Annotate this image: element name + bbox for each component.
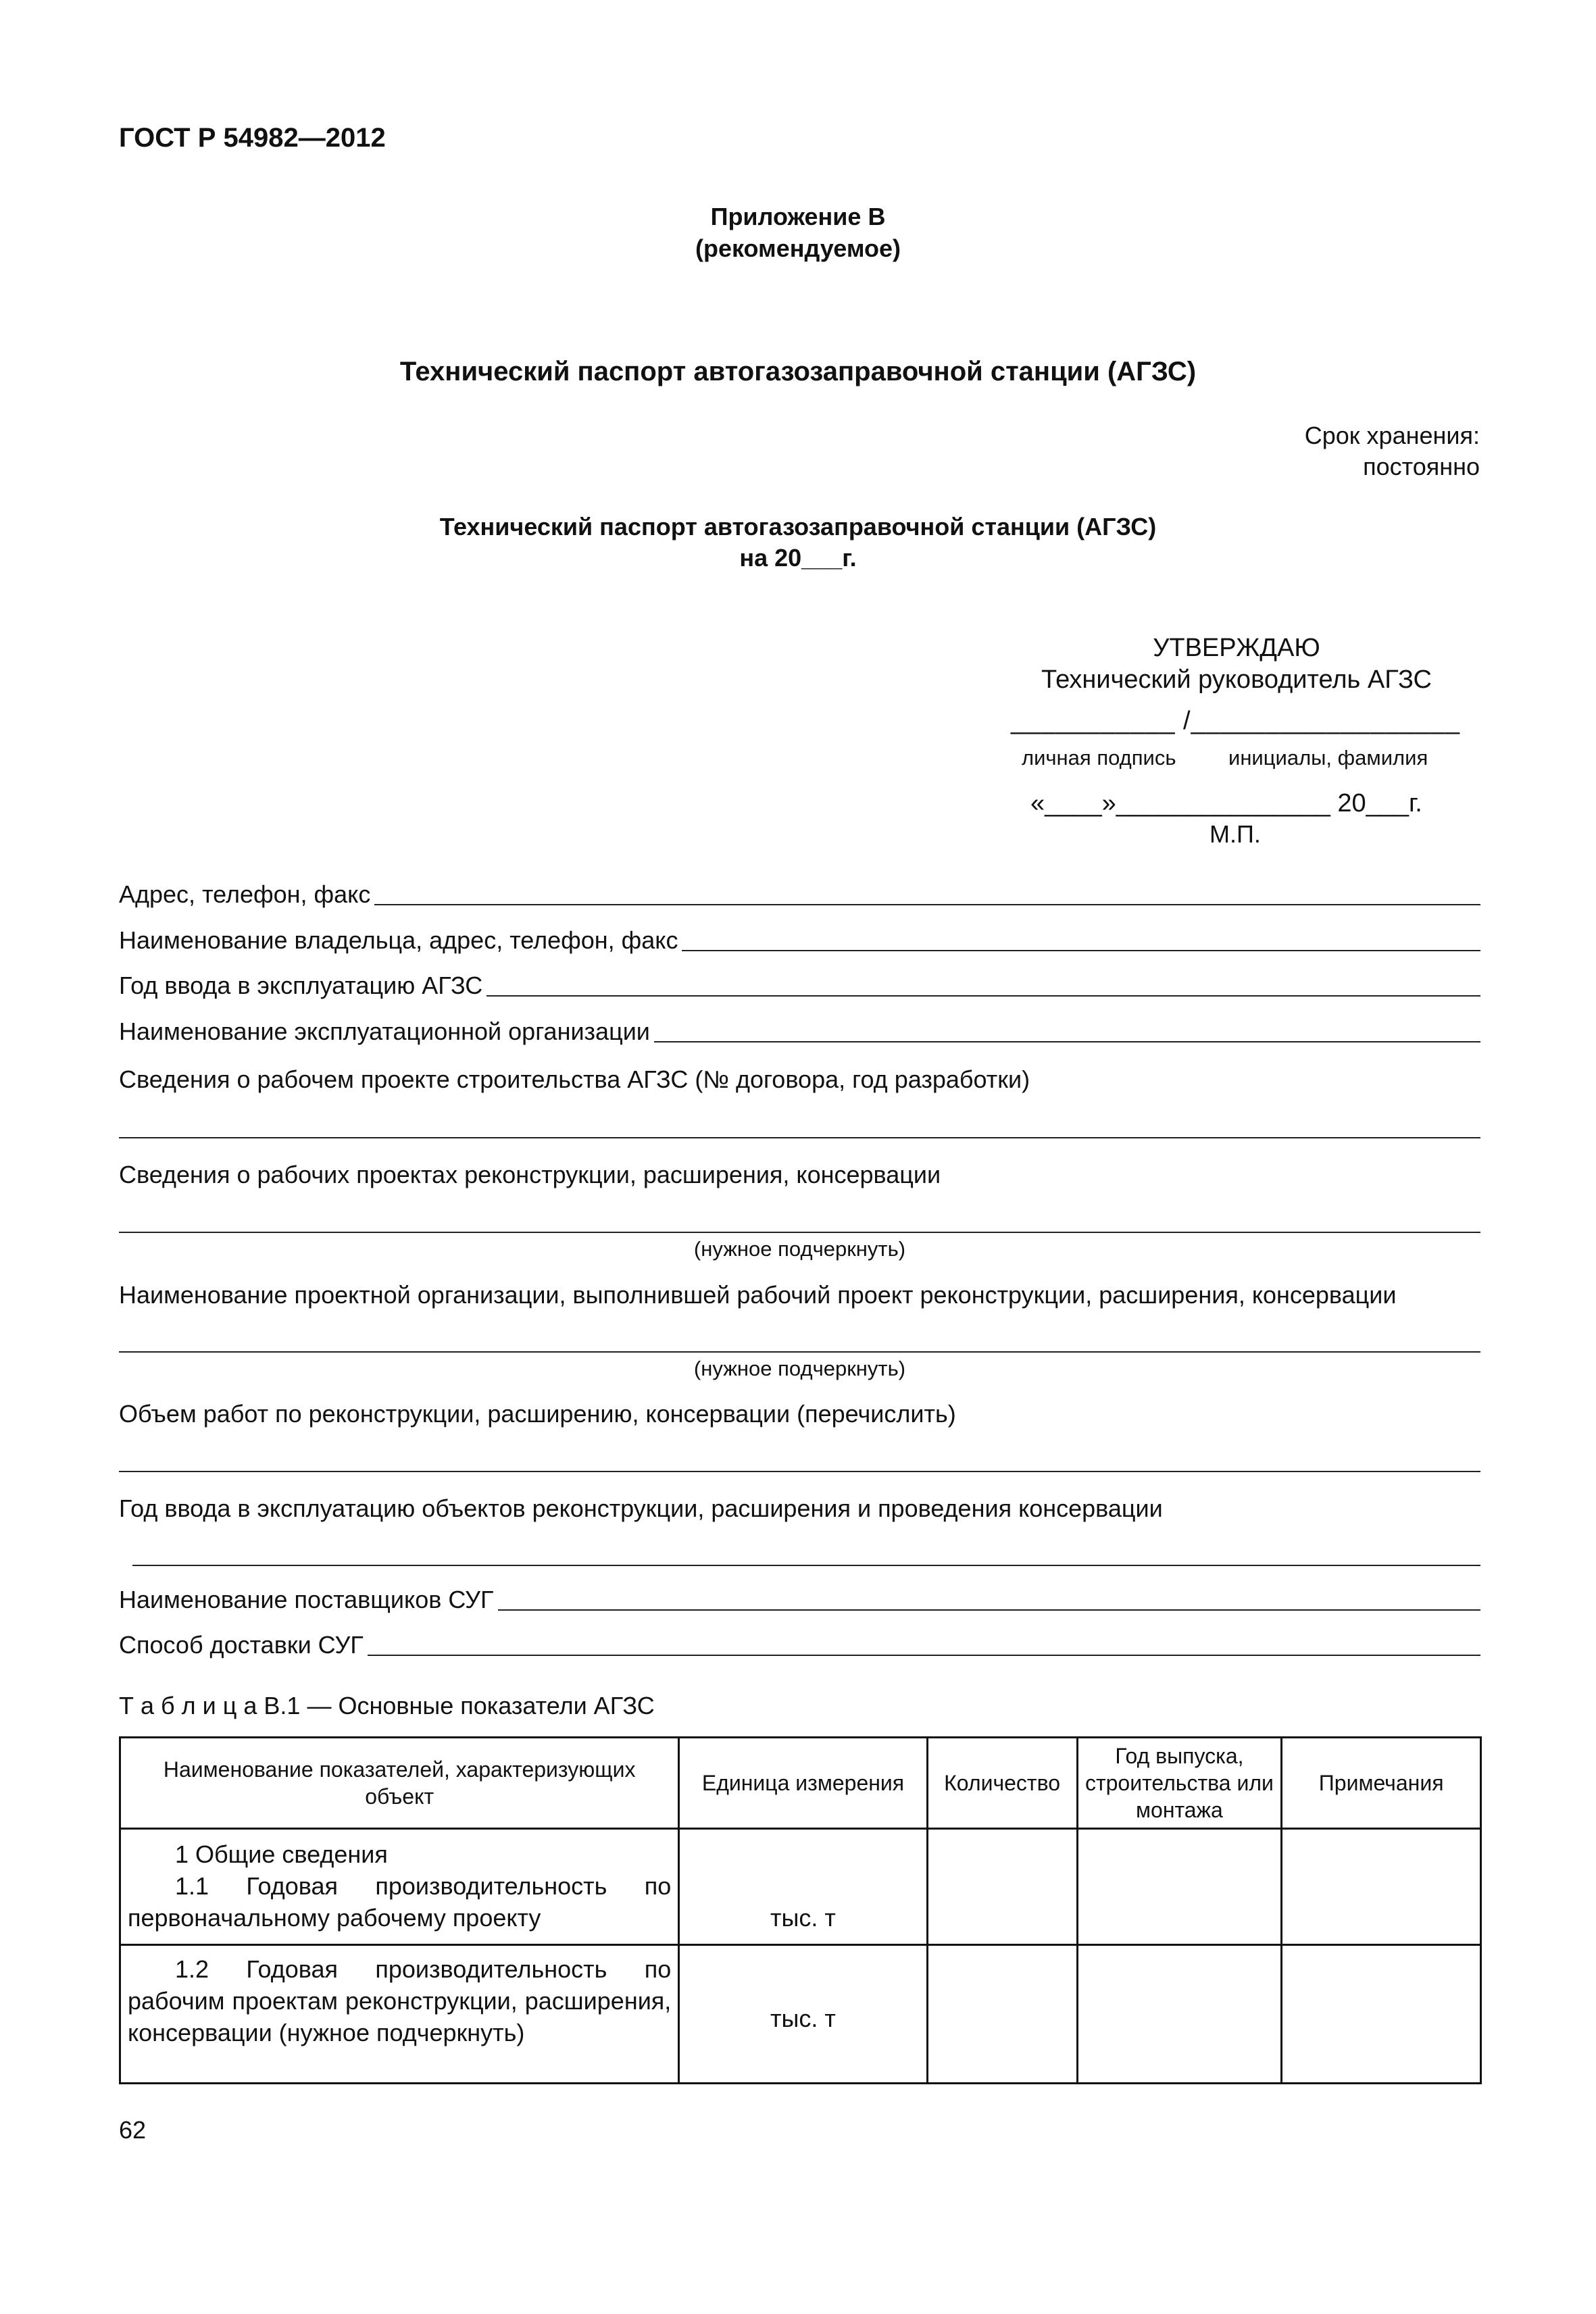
address-label: Адрес, телефон, факс (119, 880, 371, 908)
row-notes-cell[interactable] (1282, 1829, 1481, 1945)
header-notes: Примечания (1282, 1738, 1481, 1829)
project-info-blank[interactable] (119, 1137, 1480, 1138)
signature-label: личная подпись (1022, 746, 1176, 770)
row-name-cell (120, 1829, 679, 1945)
appendix-title: Приложение В (710, 203, 886, 230)
table-header-row (120, 1738, 1481, 1829)
underline-note: (нужное подчеркнуть) (693, 1237, 906, 1261)
main-title: Технический паспорт автогазозаправочной станции (АГЗС) (399, 357, 1197, 386)
owner-label: Наименование владельца, адрес, телефон, факс (119, 926, 678, 954)
table-caption: Т а б л и ц а В.1 — Основные показатели АГЗС (119, 1692, 655, 1719)
row-unit: тыс. т (679, 1829, 927, 1945)
address-field[interactable] (119, 880, 1480, 909)
operator-label: Наименование эксплуатационной организации (119, 1017, 650, 1045)
row-year-cell[interactable] (1077, 1829, 1282, 1945)
owner-field[interactable] (119, 926, 1480, 955)
header-unit: Единица измерения (679, 1738, 927, 1829)
header-year: Год выпуска, строительства или монтажа (1077, 1738, 1282, 1829)
signature-line: ___________ /__________________ (1011, 707, 1460, 735)
table-row (120, 1829, 1481, 1945)
reconstruction-projects-blank[interactable] (119, 1232, 1480, 1233)
row-year-cell[interactable] (1077, 1945, 1282, 2084)
storage-term-value: постоянно (1363, 453, 1480, 480)
commission-year-blank[interactable] (487, 995, 1480, 997)
passport-title: Технический паспорт автогазозаправочной станции (АГЗС) (439, 513, 1157, 540)
reconstruction-year-label: Год ввода в эксплуатацию объектов реконструкции, расширения и проведения консервации (119, 1494, 1163, 1522)
delivery-field[interactable] (119, 1630, 1480, 1660)
appendix-subtitle: (рекомендуемое) (695, 234, 901, 262)
reconstruction-projects-label: Сведения о рабочих проектах реконструкции, расширения, консервации (119, 1161, 941, 1188)
passport-year-line: на 20___г. (739, 544, 857, 572)
page-number: 62 (119, 2116, 147, 2144)
underline-note: (нужное подчеркнуть) (693, 1357, 906, 1380)
header-qty: Количество (927, 1738, 1077, 1829)
commission-year-label: Год ввода в эксплуатацию АГЗС (119, 972, 483, 999)
suppliers-field[interactable] (119, 1585, 1480, 1615)
row-indicator-text: 1.1 Годовая производительность по первоначальному рабочему проекту (128, 1872, 672, 1932)
works-volume-label: Объем работ по реконструкции, расширению, консервации (перечислить) (119, 1400, 956, 1428)
row-indicator-text: 1.2 Годовая производительность по рабочим проектам реконструкции, расширения, консервации (нужное подчеркнуть) (128, 1955, 672, 2046)
operator-field[interactable] (119, 1017, 1480, 1047)
document-code: ГОСТ Р 54982—2012 (119, 123, 386, 153)
operator-blank[interactable] (654, 1041, 1480, 1042)
row-qty-cell[interactable] (927, 1945, 1077, 2084)
approval-date-line: «____»_______________ 20___г. (1030, 789, 1422, 818)
works-volume-blank[interactable] (119, 1471, 1480, 1472)
approver-position: Технический руководитель АГЗС (1041, 665, 1432, 694)
suppliers-blank[interactable] (498, 1609, 1480, 1611)
delivery-label: Способ доставки СУГ (119, 1631, 364, 1659)
row-name-cell (120, 1945, 679, 2084)
row-notes-cell[interactable] (1282, 1945, 1481, 2084)
approve-heading: УТВЕРЖДАЮ (1153, 634, 1320, 662)
table-row (120, 1945, 1481, 2084)
initials-label: инициалы, фамилия (1228, 746, 1428, 770)
commission-year-field[interactable] (119, 971, 1480, 1001)
suppliers-label: Наименование поставщиков СУГ (119, 1586, 494, 1613)
design-org-label: Наименование проектной организации, выполнившей рабочий проект реконструкции, расширения, консервации (119, 1281, 1397, 1309)
storage-term-label: Срок хранения: (1304, 422, 1480, 449)
header-name: Наименование показателей, характеризующих объект (120, 1738, 679, 1829)
design-org-blank[interactable] (119, 1351, 1480, 1353)
indicators-table (119, 1736, 1482, 2084)
row-qty-cell[interactable] (927, 1829, 1077, 1945)
row-unit: тыс. т (679, 1945, 927, 2084)
row-section-text: 1 Общие сведения (175, 1840, 388, 1869)
stamp-place: М.П. (1210, 820, 1261, 848)
project-info-label: Сведения о рабочем проекте строительства АГЗС (№ договора, год разработки) (119, 1065, 1030, 1093)
address-blank[interactable] (374, 904, 1480, 905)
reconstruction-year-blank[interactable] (132, 1565, 1480, 1566)
owner-blank[interactable] (682, 950, 1480, 951)
delivery-blank[interactable] (368, 1655, 1480, 1656)
